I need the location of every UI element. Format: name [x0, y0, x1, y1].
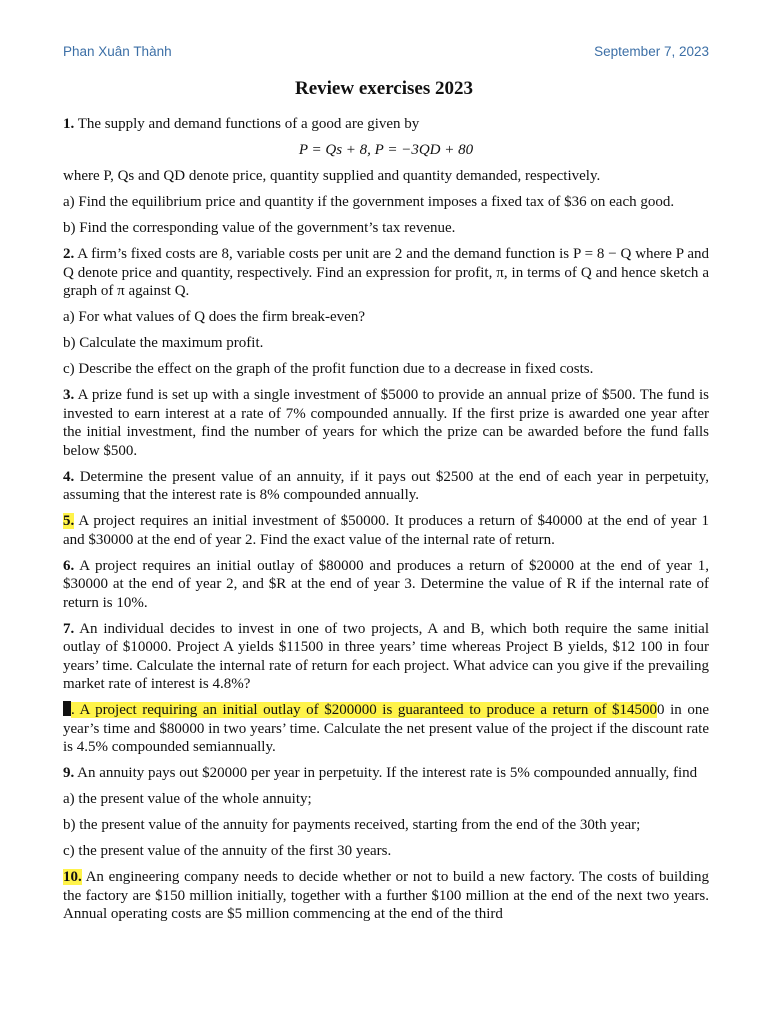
exercise-number: 2.	[63, 246, 75, 262]
exercise-9c: c) the present value of the annuity of the first 30 years.	[63, 843, 392, 859]
exercise-2c: c) Describe the effect on the graph of the profit function due to a decrease in fixed costs.	[63, 361, 594, 377]
exercise-number-highlighted: 10.	[63, 869, 82, 885]
exercise-7: 7. An individual decides to invest in one of two projects, A and B, which both require the same initial outlay of $10000. Project A yields $11500 in three years’ time whereas Project B yields, $12 100 in four years’ time. Calculate the internal rate of return for each project. What advice can you give if the prevailing market rate of interest is 4.8%?	[63, 620, 709, 692]
exercise-number: 4.	[63, 468, 75, 485]
document-title: Review exercises 2023	[295, 78, 473, 99]
exercise-2: 2. A firm’s fixed costs are 8, variable costs per unit are 2 and the demand function is P = 8 − Q where P and Q denote price and quantity, respectively. Find an expression for profit, π, in terms of Q and hence sketch a graph of π against Q.	[63, 246, 709, 299]
exercise-2a: a) For what values of Q does the firm break-even?	[63, 309, 365, 325]
exercise-9b: b) the present value of the annuity for payments received, starting from the end of the 30th year;	[63, 817, 641, 833]
exercise-list	[63, 115, 709, 931]
equation: P = Qs + 8, P = −3QD + 80	[298, 142, 474, 158]
author-name: Phan Xuân Thành	[63, 44, 172, 59]
exercise-4: 4. Determine the present value of an annuity, if it pays out $2500 at the end of each year in perpetuity, assuming that the interest rate is 8% compounded annually.	[63, 468, 709, 503]
exercise-number: 1.	[63, 116, 75, 132]
exercise-1-where: where P, Qs and QD denote price, quantity supplied and quantity demanded, respectively.	[63, 168, 601, 184]
exercise-number-highlighted: 5.	[63, 513, 75, 529]
exercise-number: 6.	[63, 557, 75, 574]
exercise-9a: a) the present value of the whole annuity;	[63, 791, 312, 807]
exercise-1: 1. The supply and demand functions of a good are given by	[63, 116, 420, 132]
header-date: September 7, 2023	[594, 44, 709, 59]
exercise-1b: b) Find the corresponding value of the government’s tax revenue.	[63, 220, 456, 236]
exercise-5: 5. A project requires an initial investment of $50000. It produces a return of $40000 at the end of year 1 and $30000 at the end of year 2. Find the exact value of the internal rate of return.	[63, 513, 709, 548]
exercise-9: 9. An annuity pays out $20000 per year in perpetuity. If the interest rate is 5% compounded annually, find	[63, 765, 698, 781]
exercise-3: 3. A prize fund is set up with a single investment of $5000 to provide an annual prize of $500. The fund is invested to earn interest at a rate of 7% compounded annually. If the first prize is awarded one year after the initial investment, find the number of years for which the prize can be awarded before the fund falls below $500.	[63, 387, 709, 459]
exercise-2b: b) Calculate the maximum profit.	[63, 335, 264, 351]
page-header	[63, 44, 709, 59]
exercise-number: 7.	[63, 620, 75, 637]
exercise-number: 9.	[63, 765, 75, 781]
exercise-10: 10. An engineering company needs to decide whether or not to build a new factory. The costs of building the factory are $150 million initially, together with a further $100 million at the end of the next two years. Annual operating costs are $5 million commencing at the end of the third	[63, 869, 709, 922]
highlighted-text: . A project requiring an initial outlay of $200000 is guaranteed to produce a return of $14500	[71, 702, 658, 718]
exercise-1a: a) Find the equilibrium price and quantity if the government imposes a fixed tax of $36 on each good.	[63, 194, 675, 210]
exercise-number: 3.	[63, 387, 75, 403]
exercise-6: 6. A project requires an initial outlay of $80000 and produces a return of $20000 at the end of year 1, $30000 at the end of year 2, and $R at the end of year 3. Determine the value of R if the internal rate of return is 10%.	[63, 557, 709, 611]
exercise-8: . A project requiring an initial outlay of $200000 is guaranteed to produce a return of $145000 in one year’s time and $80000 in two years’ time. Calculate the net present value of the project if the discount rate is 4.5% compounded semiannually.	[63, 702, 709, 755]
redaction-mark	[63, 701, 71, 716]
